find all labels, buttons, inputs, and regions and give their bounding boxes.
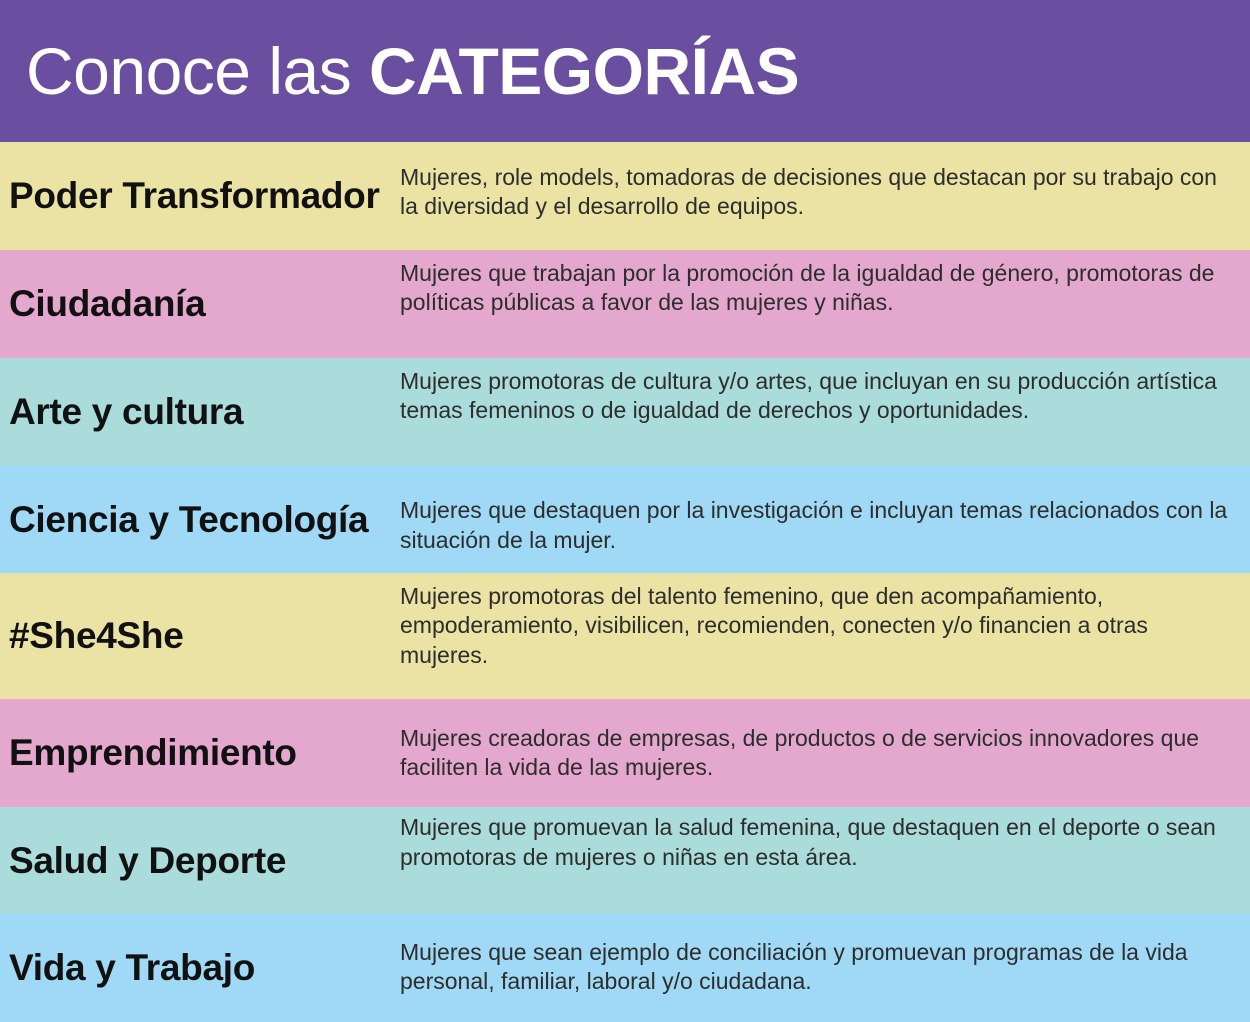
category-row-arte-y-cultura bbox=[0, 358, 1250, 466]
category-description: Mujeres creadoras de empresas, de productos o de servicios innovadores que faciliten la vida de las mujeres. bbox=[400, 724, 1200, 780]
category-name: #She4She bbox=[9, 615, 184, 656]
category-row-emprendimiento bbox=[0, 699, 1250, 807]
category-description: Mujeres promotoras del talento femenino, que den acompañamiento, empoderamiento, visibilicen, recomienden, conecten y/o financien a otras mujeres. bbox=[400, 582, 1148, 668]
title-light: Conoce las bbox=[26, 34, 352, 108]
category-name: Poder Transformador bbox=[9, 175, 380, 216]
header-banner bbox=[0, 0, 1250, 142]
category-row-poder-transformador bbox=[0, 142, 1250, 250]
page-title bbox=[26, 34, 800, 108]
category-name: Vida y Trabajo bbox=[9, 947, 256, 988]
category-row-salud-y-deporte bbox=[0, 807, 1250, 914]
category-description: Mujeres que promuevan la salud femenina, que destaquen en el deporte o sean promotoras de mujeres o niñas en esta área. bbox=[400, 814, 1216, 870]
category-row-ciencia-y-tecnologia bbox=[0, 466, 1250, 573]
category-row-vida-y-trabajo bbox=[0, 914, 1250, 1022]
category-description: Mujeres promotoras de cultura y/o artes, que incluyan en su producción artística temas femeninos o de igualdad de derechos y oportunidades. bbox=[400, 367, 1217, 423]
category-description: Mujeres, role models, tomadoras de decisiones que destacan por su trabajo con la diversidad y el desarrollo de equipos. bbox=[400, 163, 1217, 219]
category-name: Salud y Deporte bbox=[9, 839, 287, 881]
category-row-ciudadania bbox=[0, 250, 1250, 358]
category-name: Ciencia y Tecnología bbox=[9, 498, 369, 540]
category-name: Ciudadanía bbox=[9, 283, 206, 324]
category-name: Emprendimiento bbox=[9, 732, 297, 773]
title-bold: CATEGORÍAS bbox=[369, 34, 800, 108]
category-description: Mujeres que trabajan por la promoción de la igualdad de género, promotoras de políticas públicas a favor de las mujeres y niñas. bbox=[400, 259, 1215, 315]
category-name: Arte y cultura bbox=[9, 391, 244, 432]
category-description: Mujeres que destaquen por la investigación e incluyan temas relacionados con la situación de la mujer. bbox=[400, 497, 1228, 553]
category-description: Mujeres que sean ejemplo de conciliación y promuevan programas de la vida personal, familiar, laboral y/o ciudadana. bbox=[400, 938, 1188, 994]
category-row-she4she bbox=[0, 573, 1250, 699]
